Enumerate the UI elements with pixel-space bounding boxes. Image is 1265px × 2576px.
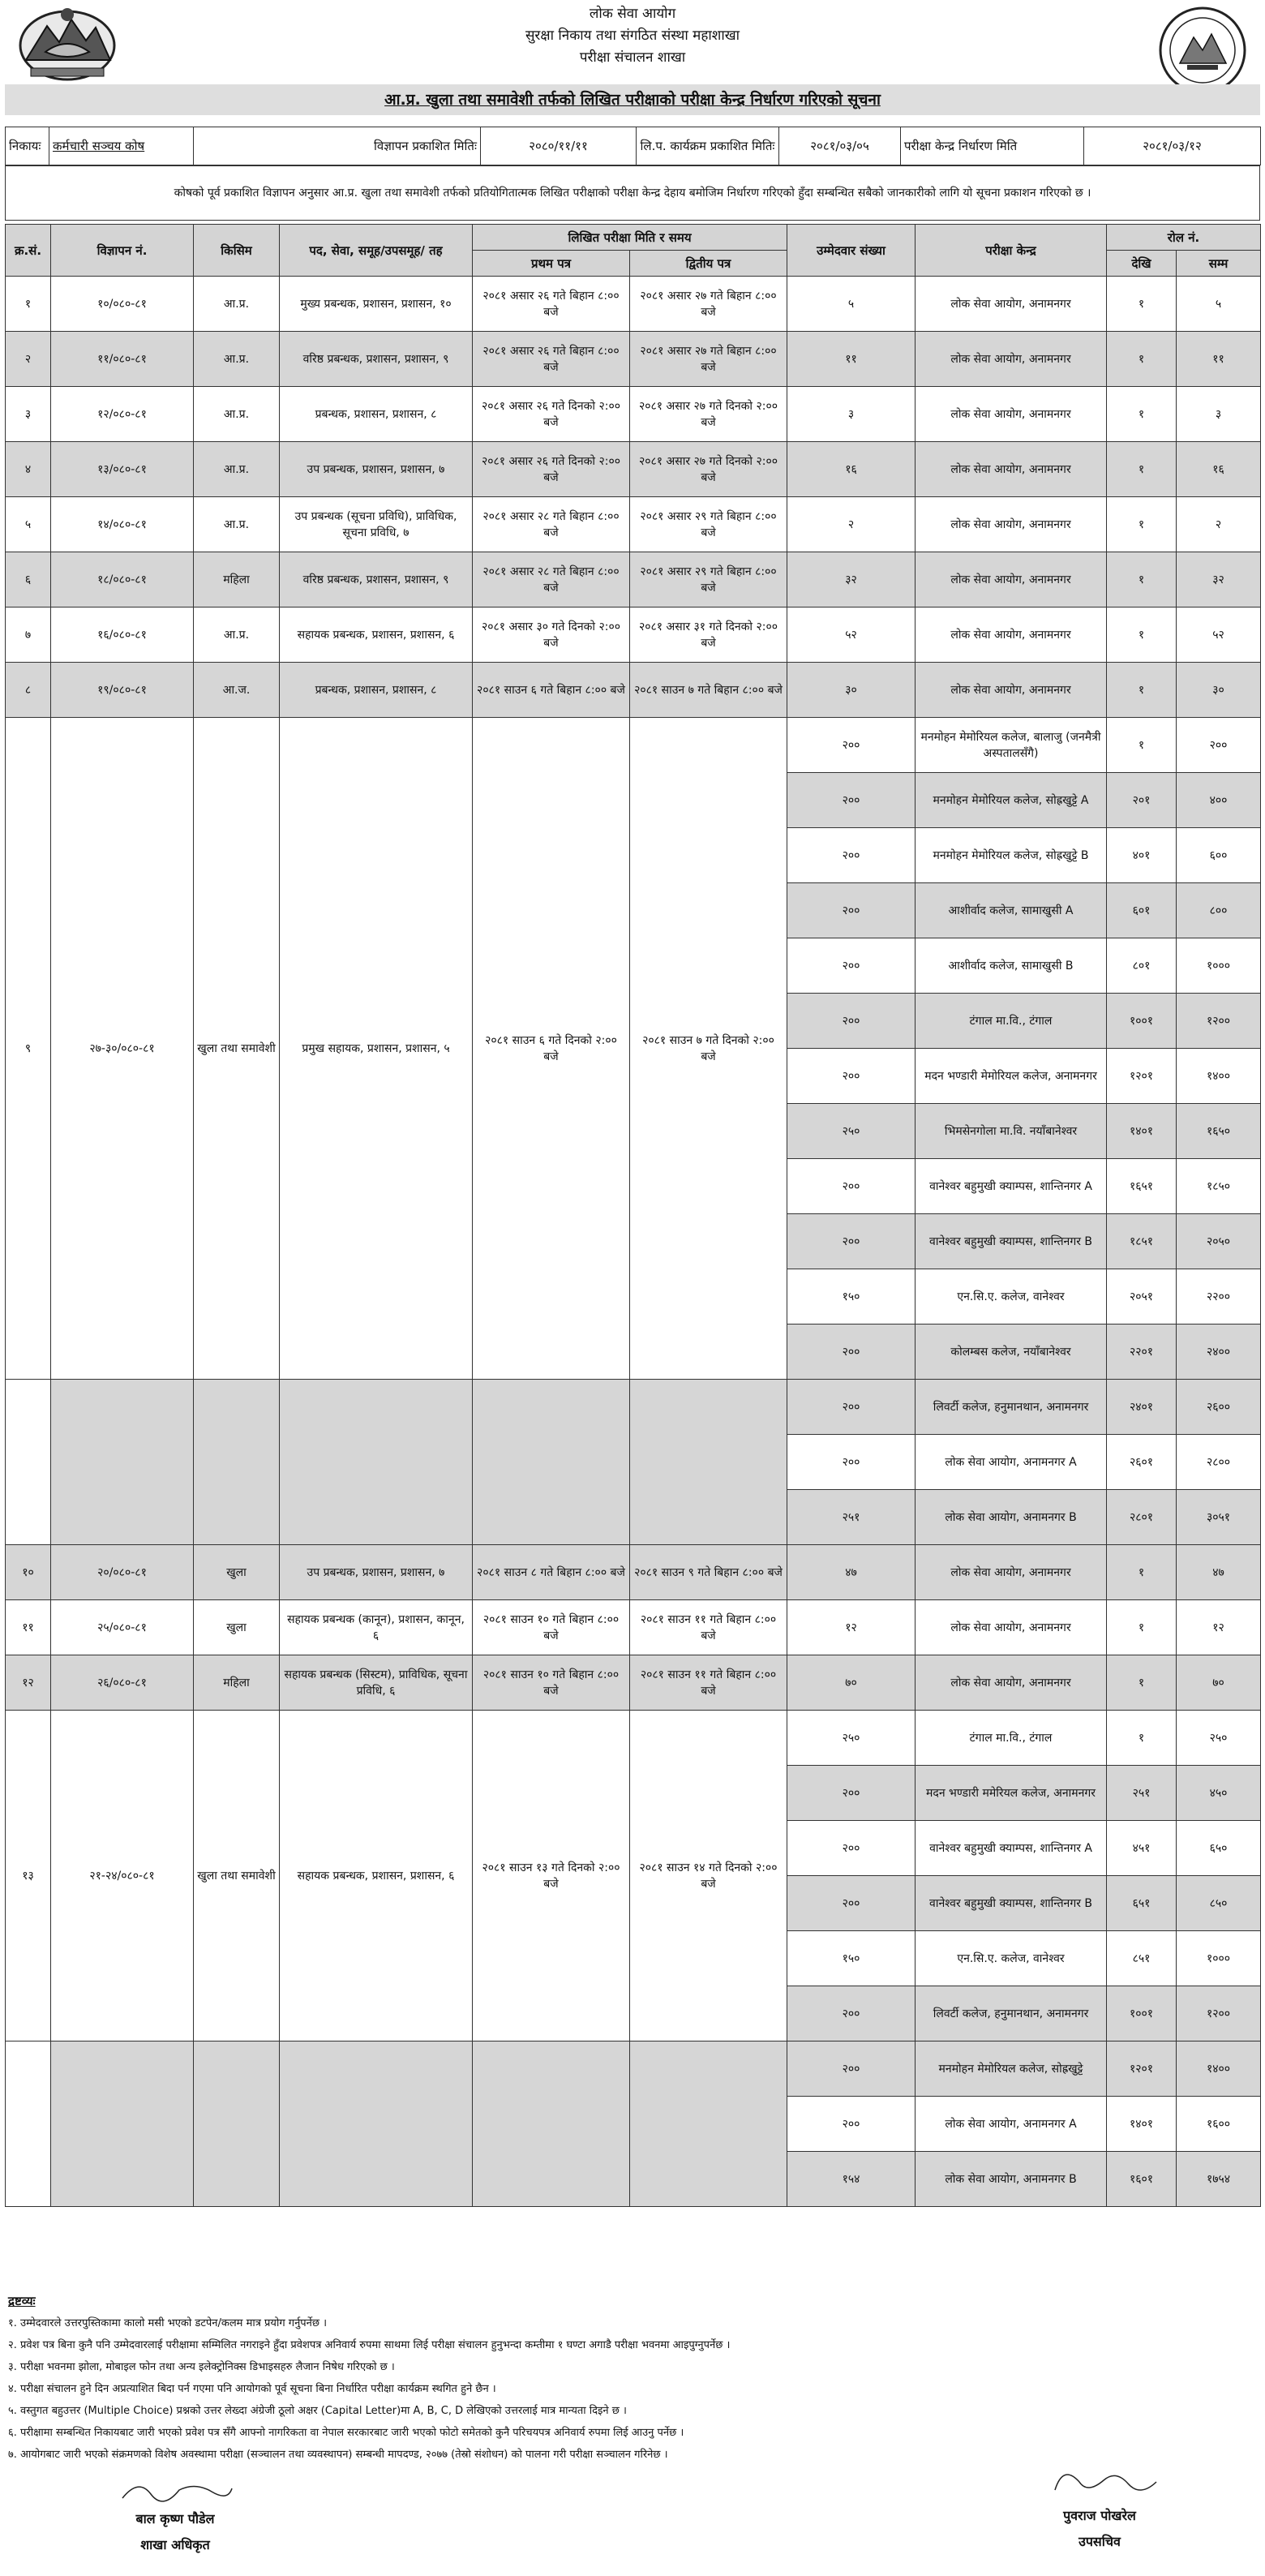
signature-left-scribble bbox=[114, 2474, 236, 2506]
row-ad-no: २०/०८०-८१ bbox=[51, 1545, 194, 1600]
row-ad-no: ११/०८०-८१ bbox=[51, 332, 194, 387]
row-candidates: २०० bbox=[787, 1049, 916, 1104]
row-paper1: २०८१ असार ३० गते दिनको २:०० बजे bbox=[473, 608, 630, 663]
col-paper2: द्वितीय पत्र bbox=[630, 251, 787, 277]
row-roll-to: १८५० bbox=[1177, 1159, 1261, 1214]
row-candidates: २०० bbox=[787, 1324, 916, 1380]
row-roll-to: ४७ bbox=[1177, 1545, 1261, 1600]
row-roll-from: १६०१ bbox=[1107, 2152, 1177, 2207]
row-sn: ५ bbox=[6, 497, 51, 552]
row-paper2: २०८१ साउन १४ गते दिनको २:०० बजे bbox=[630, 1711, 787, 2041]
row-roll-from: १ bbox=[1107, 1600, 1177, 1655]
col-roll-from: देखि bbox=[1107, 251, 1177, 277]
row-center: लोक सेवा आयोग, अनामनगर bbox=[916, 608, 1107, 663]
row-ad-no: १८/०८०-८१ bbox=[51, 552, 194, 608]
row-roll-to: २६०० bbox=[1177, 1380, 1261, 1435]
row-roll-to: २२०० bbox=[1177, 1269, 1261, 1324]
row-roll-from: १ bbox=[1107, 663, 1177, 718]
row-paper1: २०८१ साउन ६ गते बिहान ८:०० बजे bbox=[473, 663, 630, 718]
row-paper1: २०८१ साउन १० गते बिहान ८:०० बजे bbox=[473, 1600, 630, 1655]
row-roll-from: १००१ bbox=[1107, 994, 1177, 1049]
row-roll-to: ५२ bbox=[1177, 608, 1261, 663]
row-candidates: २०० bbox=[787, 1380, 916, 1435]
intro-text: कोषको पूर्व प्रकाशित विज्ञापन अनुसार आ.प्र. खुला तथा समावेशी तर्फको प्रतियोगितात्मक लिखित परीक्षाको परीक्षा केन्द्र देहाय बमोजिम निर्धारण गरिएको हुँदा सम्बन्धित सबैको जानकारीको लागि यो सूचना प्रकाशन गरिएको छ । bbox=[6, 166, 1260, 221]
intro-table bbox=[5, 165, 1260, 221]
row-center: लोक सेवा आयोग, अनामनगर B bbox=[916, 1490, 1107, 1545]
note-item: ६. परीक्षामा सम्बन्धित निकायबाट जारी भएको प्रवेश पत्र सँगै आफ्नो नागरिकता वा नेपाल सरकारबाट जारी भएको फोटो समेतको कुनै परिचयपत्र अनिवार्य रुपमा लिई आउनु पर्नेछ । bbox=[8, 2427, 684, 2439]
signature-left-title: शाखा अधिकृत bbox=[140, 2537, 210, 2552]
row-type: आ.ज. bbox=[194, 663, 280, 718]
note-item: ७. आयोगबाट जारी भएको संक्रमणको विशेष अवस्थामा परीक्षा (सञ्चालन तथा व्यवस्थापन) सम्बन्धी मापदण्ड, २०७७ (तेस्रो संशोधन) को पालना गरी परीक्षा सञ्चालन गरिनेछ । bbox=[8, 2449, 668, 2461]
row-post: सहायक प्रबन्धक, प्रशासन, प्रशासन, ६ bbox=[280, 608, 473, 663]
row-sn: ९ bbox=[6, 718, 51, 1380]
row-center: आशीर्वाद कलेज, सामाखुसी B bbox=[916, 938, 1107, 994]
notes-title: द्रष्टव्यः bbox=[8, 2294, 36, 2308]
row-candidates: १६ bbox=[787, 442, 916, 497]
row-type: खुला तथा समावेशी bbox=[194, 1711, 280, 2041]
row-roll-to: १२०० bbox=[1177, 1986, 1261, 2041]
row-roll-to: १००० bbox=[1177, 938, 1261, 994]
row-sn: ८ bbox=[6, 663, 51, 718]
row-sn: २ bbox=[6, 332, 51, 387]
row-candidates: २५० bbox=[787, 1104, 916, 1159]
row-candidates: २०० bbox=[787, 994, 916, 1049]
row-roll-from: १ bbox=[1107, 718, 1177, 773]
row-type: आ.प्र. bbox=[194, 387, 280, 442]
row-roll-to: २८०० bbox=[1177, 1435, 1261, 1490]
row-candidates: १२ bbox=[787, 1600, 916, 1655]
row-candidates: ३० bbox=[787, 663, 916, 718]
col-post: पद, सेवा, समूह/उपसमूह/ तह bbox=[280, 225, 473, 277]
row-center: लोक सेवा आयोग, अनामनगर bbox=[916, 1600, 1107, 1655]
row-type: आ.प्र. bbox=[194, 497, 280, 552]
row-sn: ३ bbox=[6, 387, 51, 442]
row-type: खुला bbox=[194, 1545, 280, 1600]
row-candidates: २०० bbox=[787, 828, 916, 883]
row-center: कोलम्बस कलेज, नयाँबानेश्वर bbox=[916, 1324, 1107, 1380]
table-row bbox=[6, 1600, 1261, 1655]
signature-right-name: पुवराज पोखरेल bbox=[1063, 2508, 1136, 2523]
row-candidates: ५ bbox=[787, 277, 916, 332]
col-roll-to: सम्म bbox=[1177, 251, 1261, 277]
note-item: ५. वस्तुगत बहुउत्तर (Multiple Choice) प्रश्नको उत्तर लेख्दा अंग्रेजी ठूलो अक्षर (Capital Letter)मा A, B, C, D लेखिएको उत्तरलाई मात्र मान्यता दिइने छ । bbox=[8, 2405, 627, 2417]
row-sn: ७ bbox=[6, 608, 51, 663]
ad-date-label: विज्ञापन प्रकाशित मितिः bbox=[194, 127, 481, 165]
row-center: लोक सेवा आयोग, अनामनगर bbox=[916, 497, 1107, 552]
row-post: वरिष्ठ प्रबन्धक, प्रशासन, प्रशासन, ९ bbox=[280, 332, 473, 387]
row-center: लोक सेवा आयोग, अनामनगर bbox=[916, 387, 1107, 442]
row-roll-from: ६५१ bbox=[1107, 1876, 1177, 1931]
row-center: लोक सेवा आयोग, अनामनगर bbox=[916, 663, 1107, 718]
row-center: लोक सेवा आयोग, अनामनगर bbox=[916, 1545, 1107, 1600]
row-paper2 bbox=[630, 2041, 787, 2207]
row-roll-to: २०५० bbox=[1177, 1214, 1261, 1269]
row-candidates: ३२ bbox=[787, 552, 916, 608]
row-roll-to: ३२ bbox=[1177, 552, 1261, 608]
row-candidates: २०० bbox=[787, 2041, 916, 2097]
row-roll-from: १८५१ bbox=[1107, 1214, 1177, 1269]
row-paper2: २०८१ असार २७ गते बिहान ८:०० बजे bbox=[630, 277, 787, 332]
signature-left-name: बाल कृष्ण पौडेल bbox=[135, 2511, 215, 2527]
row-roll-from: १ bbox=[1107, 442, 1177, 497]
row-candidates: ५२ bbox=[787, 608, 916, 663]
row-post: उप प्रबन्धक, प्रशासन, प्रशासन, ७ bbox=[280, 442, 473, 497]
row-type: खुला bbox=[194, 1600, 280, 1655]
row-paper1: २०८१ असार २६ गते दिनको २:०० बजे bbox=[473, 442, 630, 497]
row-roll-to: ११ bbox=[1177, 332, 1261, 387]
table-row bbox=[6, 1545, 1261, 1600]
row-paper1: २०८१ साउन ८ गते बिहान ८:०० बजे bbox=[473, 1545, 630, 1600]
row-paper2: २०८१ साउन ९ गते बिहान ८:०० बजे bbox=[630, 1545, 787, 1600]
row-center: मदन भण्डारी मेमोरियल कलेज, अनामनगर bbox=[916, 1049, 1107, 1104]
row-candidates: २०० bbox=[787, 1435, 916, 1490]
row-post: मुख्य प्रबन्धक, प्रशासन, प्रशासन, १० bbox=[280, 277, 473, 332]
row-type: आ.प्र. bbox=[194, 332, 280, 387]
row-ad-no: १६/०८०-८१ bbox=[51, 608, 194, 663]
row-candidates: २०० bbox=[787, 938, 916, 994]
row-paper1 bbox=[473, 2041, 630, 2207]
row-type: महिला bbox=[194, 552, 280, 608]
org-label: निकायः bbox=[6, 127, 49, 165]
row-roll-to: ३०५१ bbox=[1177, 1490, 1261, 1545]
table-row bbox=[6, 277, 1261, 332]
row-post: उप प्रबन्धक, प्रशासन, प्रशासन, ७ bbox=[280, 1545, 473, 1600]
row-center: मनमोहन मेमोरियल कलेज, सोह्रखुट्टे bbox=[916, 2041, 1107, 2097]
row-sn bbox=[6, 2041, 51, 2207]
col-sn: क्र.सं. bbox=[6, 225, 51, 277]
row-paper2: २०८१ असार २९ गते बिहान ८:०० बजे bbox=[630, 552, 787, 608]
header-line-3: परीक्षा संचालन शाखा bbox=[579, 49, 686, 66]
row-candidates: २०० bbox=[787, 1821, 916, 1876]
row-type: खुला तथा समावेशी bbox=[194, 718, 280, 1380]
row-post: प्रबन्धक, प्रशासन, प्रशासन, ८ bbox=[280, 663, 473, 718]
table-body bbox=[6, 277, 1261, 2207]
row-center: भिमसेनगोला मा.वि. नयाँबानेश्वर bbox=[916, 1104, 1107, 1159]
row-ad-no: १२/०८०-८१ bbox=[51, 387, 194, 442]
col-roll: रोल नं. bbox=[1107, 225, 1261, 251]
row-candidates: १५४ bbox=[787, 2152, 916, 2207]
row-roll-from: ८०१ bbox=[1107, 938, 1177, 994]
header-line-1: लोक सेवा आयोग bbox=[589, 6, 676, 22]
row-center: वानेश्वर बहुमुखी क्याम्पस, शान्तिनगर B bbox=[916, 1876, 1107, 1931]
row-roll-from: १४०१ bbox=[1107, 1104, 1177, 1159]
row-ad-no: २१-२४/०८०-८१ bbox=[51, 1711, 194, 2041]
row-roll-from: १२०१ bbox=[1107, 1049, 1177, 1104]
row-ad-no: १०/०८०-८१ bbox=[51, 277, 194, 332]
row-roll-from: १ bbox=[1107, 387, 1177, 442]
row-roll-from: २२०१ bbox=[1107, 1324, 1177, 1380]
signature-left bbox=[86, 2474, 264, 2558]
row-type bbox=[194, 2041, 280, 2207]
row-roll-to: ६०० bbox=[1177, 828, 1261, 883]
col-candidates: उम्मेदवार संख्या bbox=[787, 225, 916, 277]
row-center: लोक सेवा आयोग, अनामनगर B bbox=[916, 2152, 1107, 2207]
row-ad-no bbox=[51, 1380, 194, 1545]
schedule-label: लि.प. कार्यक्रम प्रकाशित मितिः bbox=[637, 127, 779, 165]
row-paper1: २०८१ साउन ६ गते दिनको २:०० बजे bbox=[473, 718, 630, 1380]
schedule-value: २०८१/०३/०५ bbox=[779, 127, 901, 165]
center-date-value: २०८१/०३/१२ bbox=[1084, 127, 1261, 165]
row-roll-from: २८०१ bbox=[1107, 1490, 1177, 1545]
row-post: प्रबन्धक, प्रशासन, प्रशासन, ८ bbox=[280, 387, 473, 442]
row-roll-to: ३ bbox=[1177, 387, 1261, 442]
table-row bbox=[6, 663, 1261, 718]
row-roll-to: ६५० bbox=[1177, 1821, 1261, 1876]
col-center: परीक्षा केन्द्र bbox=[916, 225, 1107, 277]
header-text bbox=[5, 3, 1260, 69]
row-candidates: २०० bbox=[787, 2097, 916, 2152]
table-row bbox=[6, 1655, 1261, 1711]
ad-date-value: २०८०/११/११ bbox=[481, 127, 637, 165]
row-sn: १ bbox=[6, 277, 51, 332]
row-roll-from: १ bbox=[1107, 1711, 1177, 1766]
notes-section bbox=[8, 2290, 1257, 2466]
row-sn bbox=[6, 1380, 51, 1545]
row-roll-to: १२ bbox=[1177, 1600, 1261, 1655]
row-center: वानेश्वर बहुमुखी क्याम्पस, शान्तिनगर A bbox=[916, 1821, 1107, 1876]
row-candidates: २०० bbox=[787, 1214, 916, 1269]
row-type: आ.प्र. bbox=[194, 277, 280, 332]
row-roll-to: १२०० bbox=[1177, 994, 1261, 1049]
row-center: लिवर्टी कलेज, हनुमानथान, अनामनगर bbox=[916, 1986, 1107, 2041]
signature-right-scribble bbox=[1039, 2458, 1160, 2503]
table-row bbox=[6, 332, 1261, 387]
table-row bbox=[6, 718, 1261, 773]
row-candidates: २०० bbox=[787, 773, 916, 828]
row-roll-to: १६५० bbox=[1177, 1104, 1261, 1159]
row-candidates: २०० bbox=[787, 1766, 916, 1821]
col-paper1: प्रथम पत्र bbox=[473, 251, 630, 277]
row-roll-to: ८५० bbox=[1177, 1876, 1261, 1931]
row-center: मनमोहन मेमोरियल कलेज, सोह्रखुट्टे B bbox=[916, 828, 1107, 883]
row-paper1: २०८१ साउन १३ गते दिनको २:०० बजे bbox=[473, 1711, 630, 2041]
notice-page bbox=[5, 0, 1260, 2576]
row-roll-from: २०५१ bbox=[1107, 1269, 1177, 1324]
row-post: सहायक प्रबन्धक, प्रशासन, प्रशासन, ६ bbox=[280, 1711, 473, 2041]
psc-seal-icon bbox=[1151, 5, 1254, 96]
header-line-2: सुरक्षा निकाय तथा संगठित संस्था महाशाखा bbox=[525, 28, 740, 44]
notes-list bbox=[8, 2312, 1257, 2466]
row-paper2: २०८१ असार ३१ गते दिनको २:०० बजे bbox=[630, 608, 787, 663]
row-center: टंगाल मा.वि., टंगाल bbox=[916, 994, 1107, 1049]
row-center: लोक सेवा आयोग, अनामनगर bbox=[916, 277, 1107, 332]
row-center: एन.सि.ए. कलेज, वानेश्वर bbox=[916, 1931, 1107, 1986]
row-roll-to: २४०० bbox=[1177, 1324, 1261, 1380]
table-row bbox=[6, 497, 1261, 552]
row-sn: ११ bbox=[6, 1600, 51, 1655]
table-row bbox=[6, 1711, 1261, 1766]
row-roll-to: २५० bbox=[1177, 1711, 1261, 1766]
row-candidates: १५० bbox=[787, 1269, 916, 1324]
row-sn: ४ bbox=[6, 442, 51, 497]
row-roll-to: १७५४ bbox=[1177, 2152, 1261, 2207]
row-candidates: २०० bbox=[787, 1986, 916, 2041]
signature-right bbox=[1010, 2458, 1189, 2555]
row-post: वरिष्ठ प्रबन्धक, प्रशासन, प्रशासन, ९ bbox=[280, 552, 473, 608]
row-roll-to: ५ bbox=[1177, 277, 1261, 332]
note-item: ३. परीक्षा भवनमा झोला, मोबाइल फोन तथा अन्य इलेक्ट्रोनिक्स डिभाइसहरु लैजान निषेध गरिएको छ । bbox=[8, 2361, 395, 2373]
meta-table bbox=[5, 127, 1261, 165]
row-center: एन.सि.ए. कलेज, वानेश्वर bbox=[916, 1269, 1107, 1324]
row-ad-no: १४/०८०-८१ bbox=[51, 497, 194, 552]
note-item: ४. परीक्षा संचालन हुने दिन अप्रत्याशित बिदा पर्न गएमा पनि आयोगको पूर्व सूचना बिना निर्धारित परीक्षा कार्यक्रम स्थगित हुने छैन । bbox=[8, 2383, 496, 2395]
row-ad-no: २५/०८०-८१ bbox=[51, 1600, 194, 1655]
row-roll-to: ७० bbox=[1177, 1655, 1261, 1711]
row-candidates: २०० bbox=[787, 1159, 916, 1214]
row-candidates: ११ bbox=[787, 332, 916, 387]
col-exam-datetime: लिखित परीक्षा मिति र समय bbox=[473, 225, 787, 251]
row-type: आ.प्र. bbox=[194, 608, 280, 663]
row-roll-to: २०० bbox=[1177, 718, 1261, 773]
row-ad-no: १९/०८०-८१ bbox=[51, 663, 194, 718]
row-roll-from: ८५१ bbox=[1107, 1931, 1177, 1986]
col-type: किसिम bbox=[194, 225, 280, 277]
signature-right-title: उपसचिव bbox=[1078, 2534, 1121, 2549]
row-roll-from: १००१ bbox=[1107, 1986, 1177, 2041]
row-candidates: ३ bbox=[787, 387, 916, 442]
row-paper1: २०८१ असार २६ गते दिनको २:०० बजे bbox=[473, 387, 630, 442]
row-candidates: २५१ bbox=[787, 1490, 916, 1545]
row-paper2: २०८१ साउन ११ गते बिहान ८:०० बजे bbox=[630, 1600, 787, 1655]
row-roll-to: ८०० bbox=[1177, 883, 1261, 938]
row-roll-from: १६५१ bbox=[1107, 1159, 1177, 1214]
row-roll-from: ४५१ bbox=[1107, 1821, 1177, 1876]
row-ad-no: २७-३०/०८०-८१ bbox=[51, 718, 194, 1380]
row-type: आ.प्र. bbox=[194, 442, 280, 497]
row-sn: ६ bbox=[6, 552, 51, 608]
table-row bbox=[6, 608, 1261, 663]
row-paper2: २०८१ साउन ७ गते दिनको २:०० बजे bbox=[630, 718, 787, 1380]
row-post: उप प्रबन्धक (सूचना प्रविधि), प्राविधिक, सूचना प्रविधि, ७ bbox=[280, 497, 473, 552]
row-candidates: १५० bbox=[787, 1931, 916, 1986]
row-center: मनमोहन मेमोरियल कलेज, सोह्रखुट्टे A bbox=[916, 773, 1107, 828]
row-paper1: २०८१ साउन १० गते बिहान ८:०० बजे bbox=[473, 1655, 630, 1711]
row-roll-from: २५१ bbox=[1107, 1766, 1177, 1821]
row-roll-from: १२०१ bbox=[1107, 2041, 1177, 2097]
row-center: आशीर्वाद कलेज, सामाखुसी A bbox=[916, 883, 1107, 938]
row-paper1: २०८१ असार २६ गते बिहान ८:०० बजे bbox=[473, 277, 630, 332]
row-ad-no: १३/०८०-८१ bbox=[51, 442, 194, 497]
col-ad-no: विज्ञापन नं. bbox=[51, 225, 194, 277]
row-sn: १२ bbox=[6, 1655, 51, 1711]
row-roll-to: १४०० bbox=[1177, 2041, 1261, 2097]
row-roll-to: १६ bbox=[1177, 442, 1261, 497]
row-post bbox=[280, 2041, 473, 2207]
center-date-label: परीक्षा केन्द्र निर्धारण मिति bbox=[901, 127, 1084, 165]
note-item: १. उम्मेदवारले उत्तरपुस्तिकामा कालो मसी भएको डटपेन/कलम मात्र प्रयोग गर्नुपर्नेछ । bbox=[8, 2317, 328, 2329]
row-post: सहायक प्रबन्धक (कानून), प्रशासन, कानून, ६ bbox=[280, 1600, 473, 1655]
notice-title: आ.प्र. खुला तथा समावेशी तर्फको लिखित परीक्षाको परीक्षा केन्द्र निर्धारण गरिएको सूचना bbox=[5, 84, 1260, 115]
note-item: २. प्रवेश पत्र बिना कुनै पनि उम्मेदवारलाई परीक्षामा सम्मिलित नगराइने हुँदा प्रवेशपत्र अनिवार्य रुपमा साथमा लिई परीक्षा संचालन हुनुभन्दा कम्तीमा १ घण्टा अगाडै परीक्षा भवनमा आइपुग्नुपर्नेछ । bbox=[8, 2339, 731, 2351]
row-roll-to: ३० bbox=[1177, 663, 1261, 718]
row-center: लिवर्टी कलेज, हनुमानथान, अनामनगर bbox=[916, 1380, 1107, 1435]
row-post bbox=[280, 1380, 473, 1545]
row-paper1: २०८१ असार २८ गते बिहान ८:०० बजे bbox=[473, 552, 630, 608]
row-center: वानेश्वर बहुमुखी क्याम्पस, शान्तिनगर B bbox=[916, 1214, 1107, 1269]
row-center: टंगाल मा.वि., टंगाल bbox=[916, 1711, 1107, 1766]
row-sn: १० bbox=[6, 1545, 51, 1600]
row-candidates: ७० bbox=[787, 1655, 916, 1711]
row-roll-from: १ bbox=[1107, 1545, 1177, 1600]
row-center: मनमोहन मेमोरियल कलेज, बालाजु (जनमैत्री अस्पतालसँगै) bbox=[916, 718, 1107, 773]
row-type: महिला bbox=[194, 1655, 280, 1711]
table-row bbox=[6, 442, 1261, 497]
row-center: लोक सेवा आयोग, अनामनगर A bbox=[916, 1435, 1107, 1490]
row-roll-to: ४५० bbox=[1177, 1766, 1261, 1821]
table-row bbox=[6, 2041, 1261, 2097]
row-roll-to: १४०० bbox=[1177, 1049, 1261, 1104]
row-ad-no bbox=[51, 2041, 194, 2207]
row-paper2: २०८१ साउन ११ गते बिहान ८:०० बजे bbox=[630, 1655, 787, 1711]
table-row bbox=[6, 387, 1261, 442]
table-row bbox=[6, 1380, 1261, 1435]
row-roll-to: १००० bbox=[1177, 1931, 1261, 1986]
row-roll-from: १४०१ bbox=[1107, 2097, 1177, 2152]
row-type bbox=[194, 1380, 280, 1545]
row-candidates: २०० bbox=[787, 718, 916, 773]
row-post: प्रमुख सहायक, प्रशासन, प्रशासन, ५ bbox=[280, 718, 473, 1380]
row-candidates: २५० bbox=[787, 1711, 916, 1766]
row-roll-from: १ bbox=[1107, 552, 1177, 608]
row-center: लोक सेवा आयोग, अनामनगर bbox=[916, 1655, 1107, 1711]
row-center: लोक सेवा आयोग, अनामनगर bbox=[916, 332, 1107, 387]
row-center: वानेश्वर बहुमुखी क्याम्पस, शान्तिनगर A bbox=[916, 1159, 1107, 1214]
row-paper2: २०८१ साउन ७ गते बिहान ८:०० बजे bbox=[630, 663, 787, 718]
row-candidates: २०० bbox=[787, 1876, 916, 1931]
row-candidates: ४७ bbox=[787, 1545, 916, 1600]
row-paper1 bbox=[473, 1380, 630, 1545]
row-roll-from: २४०१ bbox=[1107, 1380, 1177, 1435]
row-center: लोक सेवा आयोग, अनामनगर bbox=[916, 442, 1107, 497]
row-candidates: २ bbox=[787, 497, 916, 552]
row-ad-no: २६/०८०-८१ bbox=[51, 1655, 194, 1711]
org-value: कर्मचारी सञ्चय कोष bbox=[49, 127, 194, 165]
row-center: लोक सेवा आयोग, अनामनगर A bbox=[916, 2097, 1107, 2152]
row-roll-to: २ bbox=[1177, 497, 1261, 552]
row-roll-to: १६०० bbox=[1177, 2097, 1261, 2152]
row-roll-from: ४०१ bbox=[1107, 828, 1177, 883]
row-roll-from: १ bbox=[1107, 332, 1177, 387]
row-roll-from: १ bbox=[1107, 497, 1177, 552]
row-roll-from: ६०१ bbox=[1107, 883, 1177, 938]
row-center: मदन भण्डारी ममेरियल कलेज, अनामनगर bbox=[916, 1766, 1107, 1821]
row-paper1: २०८१ असार २६ गते बिहान ८:०० बजे bbox=[473, 332, 630, 387]
row-paper2: २०८१ असार २७ गते दिनको २:०० बजे bbox=[630, 387, 787, 442]
row-roll-from: २६०१ bbox=[1107, 1435, 1177, 1490]
row-roll-to: ४०० bbox=[1177, 773, 1261, 828]
row-roll-from: १ bbox=[1107, 608, 1177, 663]
row-paper2: २०८१ असार २७ गते दिनको २:०० बजे bbox=[630, 442, 787, 497]
row-sn: १३ bbox=[6, 1711, 51, 2041]
row-paper2: २०८१ असार २९ गते बिहान ८:०० बजे bbox=[630, 497, 787, 552]
header bbox=[5, 0, 1260, 81]
row-roll-from: १ bbox=[1107, 277, 1177, 332]
table-row bbox=[6, 552, 1261, 608]
row-post: सहायक प्रबन्धक (सिस्टम), प्राविधिक, सूचना प्रविधि, ६ bbox=[280, 1655, 473, 1711]
row-paper1: २०८१ असार २८ गते बिहान ८:०० बजे bbox=[473, 497, 630, 552]
row-paper2: २०८१ असार २७ गते बिहान ८:०० बजे bbox=[630, 332, 787, 387]
row-center: लोक सेवा आयोग, अनामनगर bbox=[916, 552, 1107, 608]
row-paper2 bbox=[630, 1380, 787, 1545]
row-roll-from: २०१ bbox=[1107, 773, 1177, 828]
exam-center-table bbox=[5, 224, 1261, 2207]
row-candidates: २०० bbox=[787, 883, 916, 938]
row-roll-from: १ bbox=[1107, 1655, 1177, 1711]
